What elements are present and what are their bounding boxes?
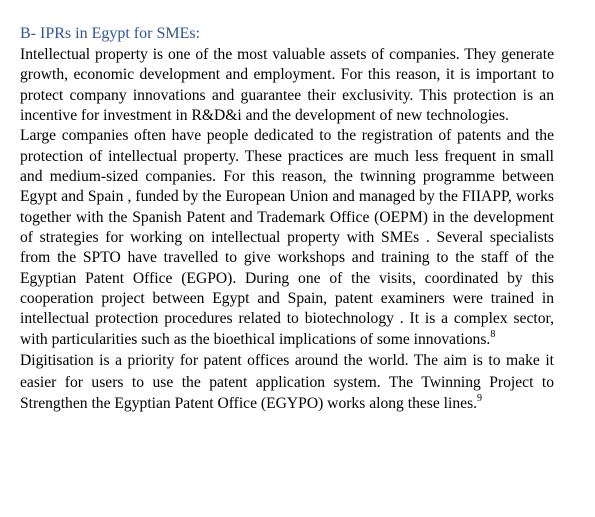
paragraph-text: Digitisation is a priority for patent offices around the world. The aim is to make it easier for users to use the patent application system. The Twinning Project to Strengthen the Egyptian Patent Office (EGYPO) works along these lines. — [20, 352, 554, 413]
paragraph-text: Intellectual property is one of the most valuable assets of companies. They generate growth, economic development and employment. For this reason, it is important to protect company innovations and guarantee their exclusivity. This protection is an incentive for investment in R&D&i and the development of new technologies. — [20, 46, 554, 125]
paragraph-digitisation — [20, 350, 554, 415]
paragraph-large-companies — [20, 126, 554, 350]
footnote-marker-9[interactable]: 9 — [477, 393, 483, 405]
footnote-marker-8[interactable]: 8 — [490, 328, 496, 340]
document-page — [20, 24, 554, 415]
paragraph-intellectual-property — [20, 45, 554, 126]
paragraph-text: Large companies often have people dedicated to the registration of patents and the protection of intellectual property. These practices are much less frequent in small and medium-sized companies. For this reason, the twinning programme between Egypt and Spain , funded by the European Union and managed by the FIIAPP, works together with the Spanish Patent and Trademark Office (OEPM) in the development of strategies for working on intellectual property with SMEs . Several specialists from the SPTO have travelled to give workshops and training to the staff of the Egyptian Patent Office (EGPO). During one of the visits, coordinated by this cooperation project between Egypt and Spain, patent examiners were trained in intellectual protection procedures related to biotechnology . It is a complex sector, with particularities such as the bioethical implications of some innovations. — [20, 127, 554, 348]
section-heading: B- IPRs in Egypt for SMEs: — [20, 25, 201, 42]
